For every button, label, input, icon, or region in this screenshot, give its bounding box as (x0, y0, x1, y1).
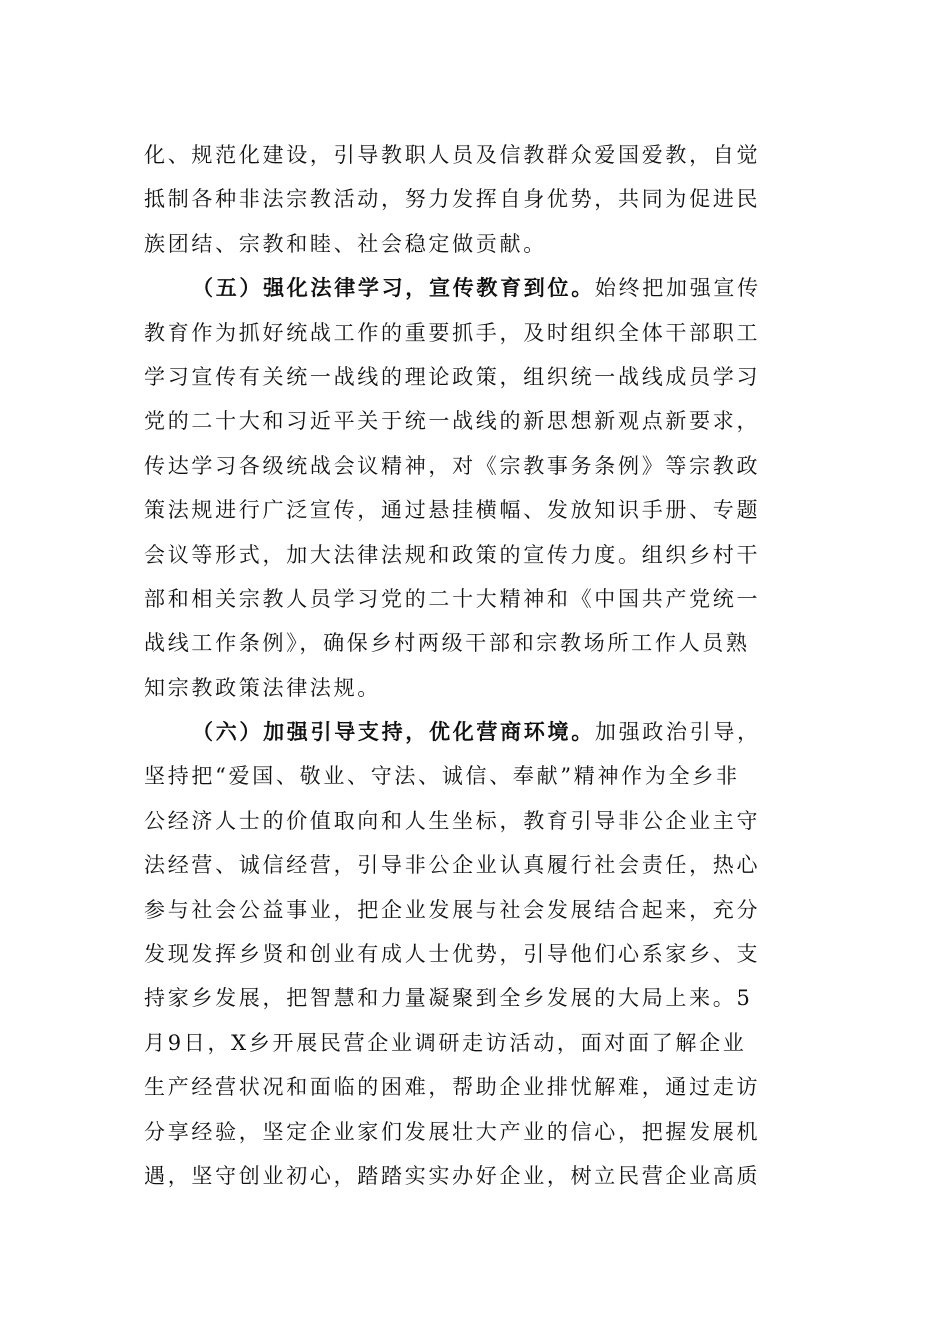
text-line: 遇，坚守创业初心，踏踏实实办好企业，树立民营企业高质 (144, 1163, 761, 1188)
text-span: 始终把加强宣传 (594, 276, 761, 301)
text-line: 学习宣传有关统一战线的理论政策，组织统一战线成员学习 (144, 364, 761, 389)
text-line: 战线工作条例》，确保乡村两级干部和宗教场所工作人员熟 (144, 631, 750, 656)
text-line: 月9日，X乡开展民营企业调研走访活动，面对面了解企业 (144, 1030, 747, 1055)
text-line: 参与社会公益事业，把企业发展与社会发展结合起来，充分 (144, 897, 761, 922)
paragraph-6-first-line (144, 714, 814, 758)
text-line: 化、规范化建设，引导教职人员及信教群众爱国爱教，自觉 (144, 143, 761, 167)
text-line: 分享经验，坚定企业家们发展壮大产业的信心，把握发展机 (144, 1119, 761, 1144)
text-line: 党的二十大和习近平关于统一战线的新思想新观点新要求， (144, 409, 761, 434)
text-line: 坚持把“爱国、敬业、守法、诚信、奉献”精神作为全乡非 (144, 764, 740, 789)
section-heading-6: （六）加强引导支持，优化营商环境。 (192, 719, 595, 745)
document-page (144, 137, 814, 1202)
text-line: 公经济人士的价值取向和人生坐标，教育引导非公企业主守 (144, 808, 761, 833)
text-line: 教育作为抓好统战工作的重要抓手，及时组织全体干部职工 (144, 320, 761, 345)
paragraph-5-first-line (144, 270, 814, 314)
text-span: 加强政治引导， (594, 720, 761, 745)
text-line: 抵制各种非法宗教活动，努力发挥自身优势，共同为促进民 (144, 187, 761, 212)
text-line: 传达学习各级统战会议精神，对《宗教事务条例》等宗教政 (144, 453, 761, 478)
text-line: 会议等形式，加大法律法规和政策的宣传力度。组织乡村干 (144, 542, 761, 567)
text-line: 发现发挥乡贤和创业有成人士优势，引导他们心系家乡、支 (144, 942, 761, 967)
section-heading-5: （五）强化法律学习，宣传教育到位。 (192, 275, 595, 301)
text-line: 法经营、诚信经营，引导非公企业认真履行社会责任，热心 (144, 853, 761, 878)
text-line: 族团结、宗教和睦、社会稳定做贡献。 (144, 231, 547, 256)
text-line: 知宗教政策法律法规。 (144, 675, 381, 700)
text-line: 生产经营状况和面临的困难，帮助企业排忧解难，通过走访 (144, 1075, 761, 1100)
text-line: 部和相关宗教人员学习党的二十大精神和《中国共产党统一 (144, 586, 761, 611)
text-line: 持家乡发展，把智慧和力量凝聚到全乡发展的大局上来。5 (144, 986, 753, 1011)
text-line: 策法规进行广泛宣传，通过悬挂横幅、发放知识手册、专题 (144, 498, 761, 523)
